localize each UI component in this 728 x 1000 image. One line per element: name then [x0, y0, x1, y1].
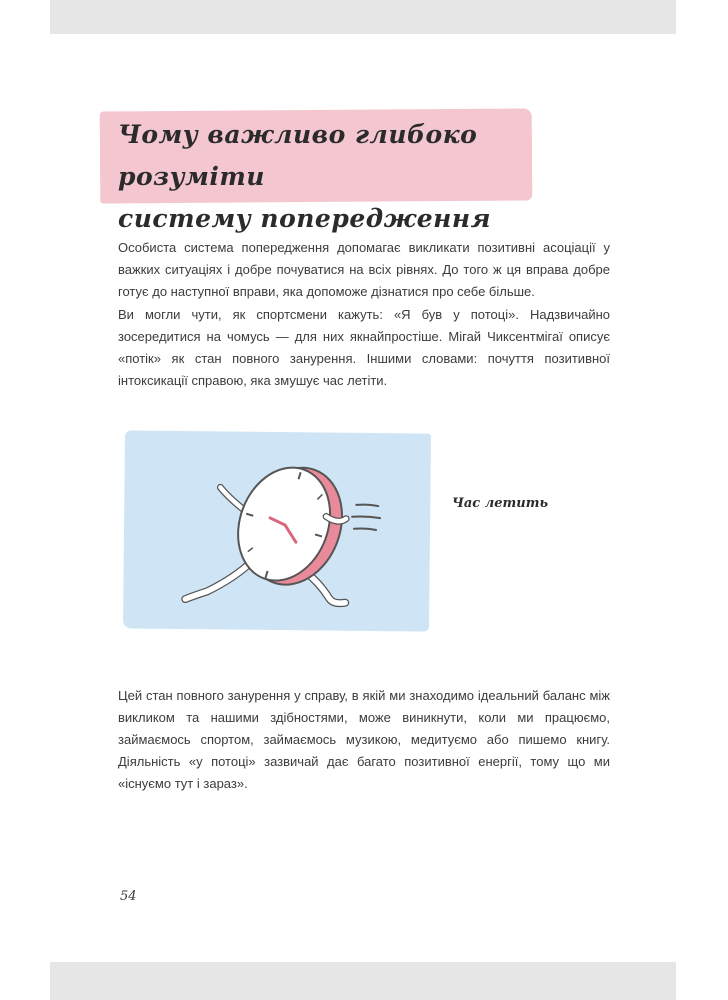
paragraph-2: Ви могли чути, як спортсмени кажуть: «Я був у потоці». Надзвичайно зосередитися на чомусь — для них якнайпростіше. Мігай Чиксентмігаї описує «потік» як стан повного занурення. Іншими словами: почуття позитивної інтоксикації справою, яка змушує час летіти.	[118, 307, 610, 388]
illustration-caption: Час летить	[452, 496, 549, 511]
heading-line-2: систему попередження	[118, 204, 492, 233]
viewer-bottom-bar	[50, 962, 676, 1000]
paragraph-3: Цей стан повного занурення у справу, в якій ми знаходимо ідеальний баланс між викликом та нашими здібностями, може виникнути, коли ми працюємо, займаємось спортом, займаємось музикою, медитуємо або пишемо книгу. Діяльність «у потоці» зазвичай дає багато позитивної енергії, тому що ми «існуємо тут і зараз».	[118, 688, 610, 791]
running-clock-icon	[123, 430, 431, 631]
page-heading	[118, 114, 528, 240]
running-clock-illustration	[123, 430, 431, 631]
viewer-top-bar	[50, 0, 676, 34]
paragraph-1: Особиста система попередження допомагає викликати позитивні асоціації у важких ситуаціях і добре почуватися на всіх рівнях. До того ж ця вправа добре готує до наступної вправи, яка допоможе дізнатися про себе більше.	[118, 240, 610, 299]
heading-line-1: Чому важливо глибоко розуміти	[118, 120, 478, 191]
page-number: 54	[120, 889, 137, 904]
